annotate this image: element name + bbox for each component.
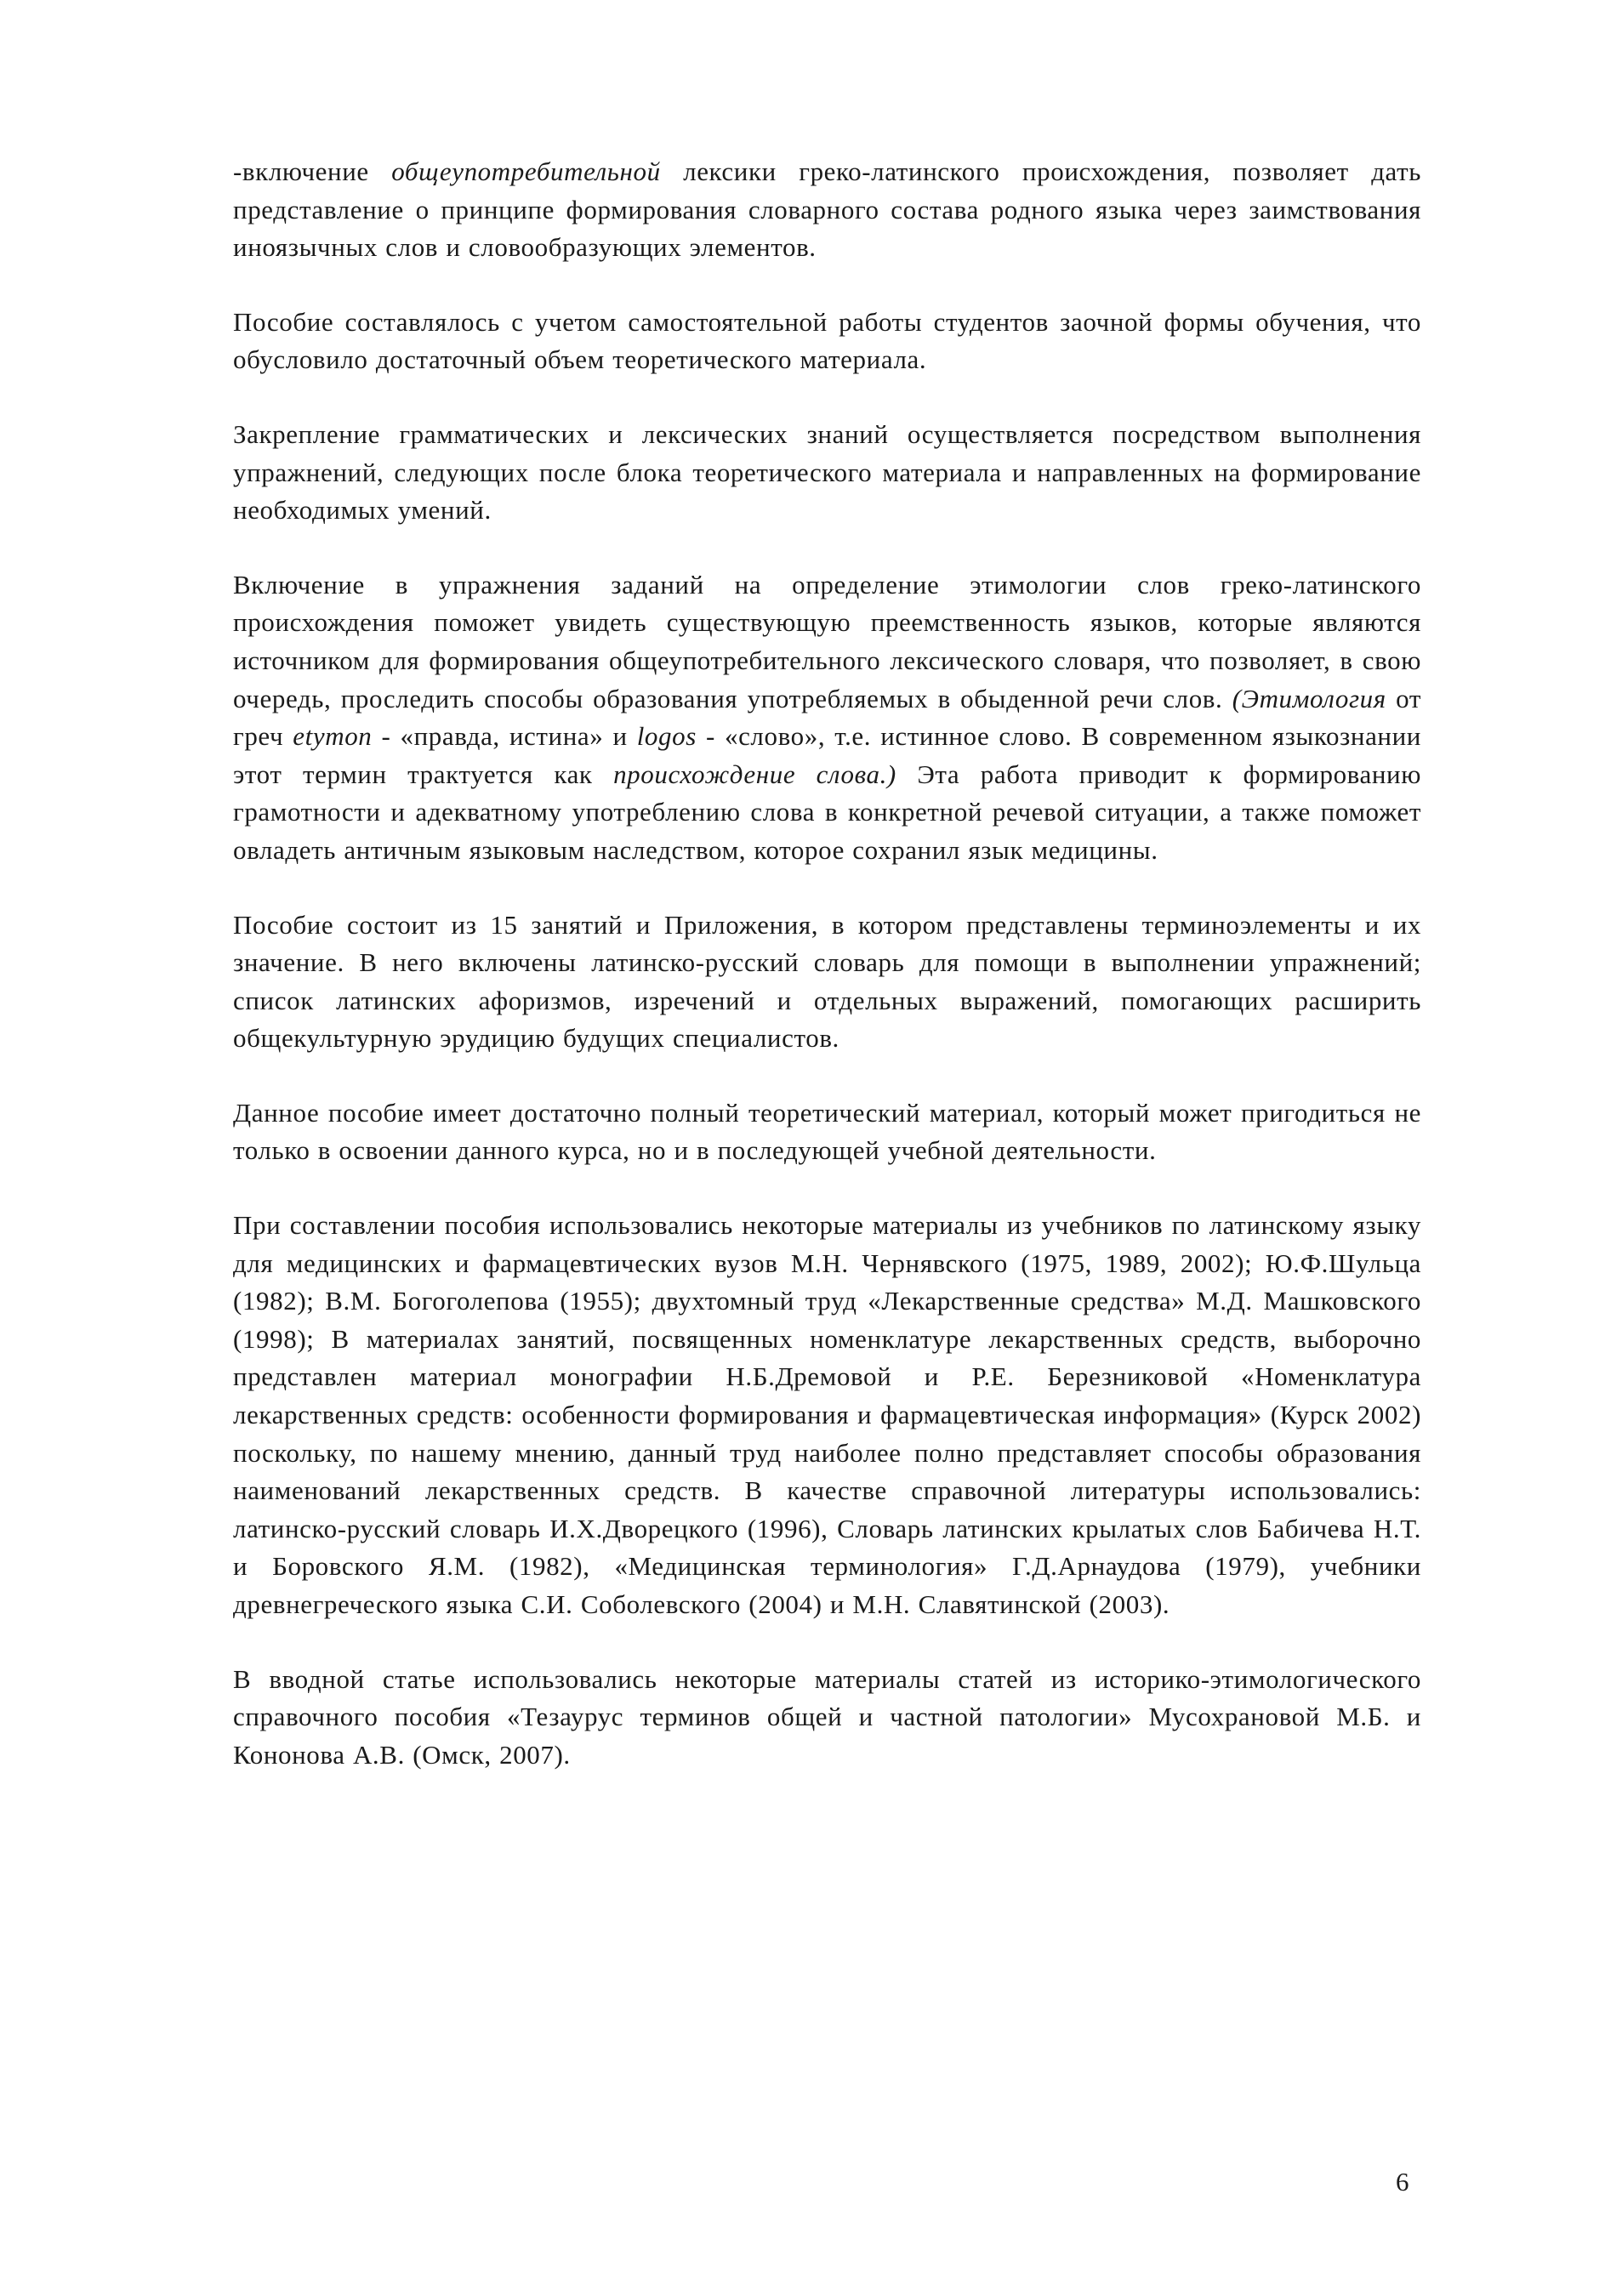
paragraph-introduction-sources (233, 1661, 1421, 1775)
paragraph-text: -включение (233, 156, 392, 186)
paragraph-text: - «слово», т.е. истинное слово. В современном языкознании этот термин трактуется как (233, 721, 1422, 789)
paragraph-text: Пособие состоит из 15 занятий и Приложения, в котором представлены терминоэлементы и их значение. В него включены латинско-русский словарь для помощи в выполнении упражнений; список латинских афоризмов, изречений и отдельных выражений, помогающих расширить общекультурную эрудицию будущих специалистов. (233, 909, 1421, 1054)
paragraph-text: При составлении пособия использовались некоторые материалы из учебников по латинскому языку для медицинских и фармацевтических вузов М.Н. Чернявского (1975, 1989, 2002); Ю.Ф.Шульца (1982); В.М. Богоголепова (1955); двухтомный труд «Лекарственные средства» М.Д. Машковского (1998); В материалах занятий, посвященных номенклатуре лекарственных средств, выборочно представлен материал монографии Н.Б.Дремовой и Р.Е. Березниковой «Номенклатура лекарственных средств: особенности формирования и фармацевтическая информация» (Курск 2002) поскольку, по нашему мнению, данный труд наиболее полно представляет способы образования наименований лекарственных средств. В качестве справочной литературы использовались: латинско-русский словарь И.Х.Дворецкого (1996), Словарь латинских крылатых слов Бабичева Н.Т. и Боровского Я.М. (1982), «Медицинская терминология» Г.Д.Арнаудова (1979), учебники древнегреческого языка С.И. Соболевского (2004) и М.Н. Славятинской (2003). (233, 1210, 1421, 1619)
paragraph-intro-lexicon (233, 153, 1421, 267)
paragraph-structure (233, 906, 1421, 1058)
page-number: 6 (1396, 2167, 1409, 2197)
paragraph-text: - «правда, истина» и (372, 721, 637, 752)
paragraph-etymology (233, 566, 1421, 870)
paragraph-text: лексики греко-латинского происхождения, позволяет дать представление о принципе формирования словарного состава родного языка через заимствования иноязычных слов и словообразующих элементов. (233, 156, 1422, 263)
emphasis-text: общеупотребительной (391, 156, 661, 186)
paragraph-text: Пособие составлялось с учетом самостоятельной работы студентов заочной формы обучения, что обусловило достаточный объем теоретического материала. (233, 306, 1421, 375)
paragraph-text: Закрепление грамматических и лексических знаний осуществляется посредством выполнения упражнений, следующих после блока теоретического материала и направленных на формирование необходимых умений. (233, 418, 1421, 526)
document-body (233, 153, 1421, 1810)
emphasis-text: etymon (293, 721, 373, 752)
paragraph-theory (233, 1094, 1421, 1170)
paragraph-exercises (233, 416, 1421, 530)
paragraph-text: Эта работа приводит к формированию грамотности и адекватному употреблению слова в конкретной речевой ситуации, а также поможет овладеть античным языковым наследством, которое сохранил язык медицины. (233, 759, 1421, 865)
emphasis-text: logos (636, 721, 697, 752)
emphasis-text: (Этимология (1232, 683, 1386, 713)
paragraph-text: от греч (233, 683, 1421, 752)
emphasis-text: происхождение слова.) (613, 759, 896, 789)
paragraph-text: Включение в упражнения заданий на определение этимологии слов греко-латинского происхождения поможет увидеть существующую преемственность языков, которые являются источником для формирования общеупотребительного лексического словаря, что позволяет, в свою очередь, проследить способы образования употребляемых в обыденной речи слов. (233, 569, 1421, 713)
paragraph-text: Данное пособие имеет достаточно полный теоретический материал, который может пригодиться не только в освоении данного курса, но и в последующей учебной деятельности. (233, 1097, 1421, 1166)
paragraph-self-study (233, 304, 1421, 379)
paragraph-text: В вводной статье использовались некоторые материалы статей из историко-этимологического справочного пособия «Тезаурус терминов общей и частной патологии» Мусохрановой М.Б. и Кононова А.В. (Омск, 2007). (233, 1663, 1421, 1770)
paragraph-sources (233, 1207, 1421, 1624)
